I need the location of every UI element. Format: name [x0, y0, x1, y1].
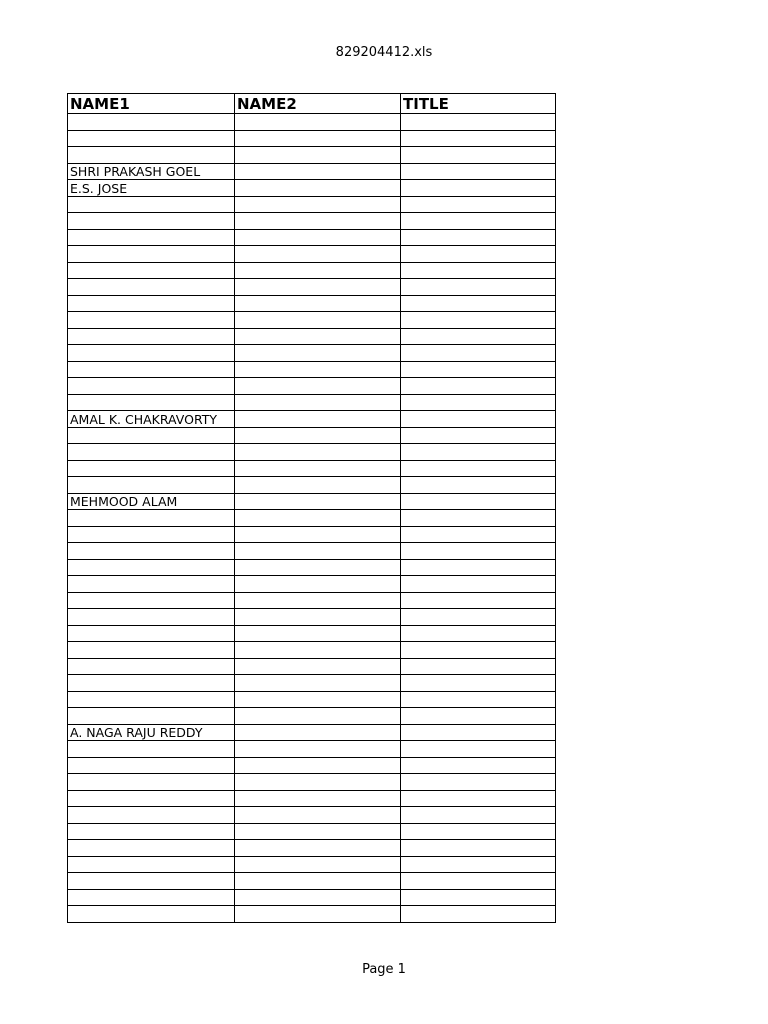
cell-name1 — [68, 246, 235, 263]
cell-title — [401, 708, 556, 725]
cell-name1 — [68, 774, 235, 791]
cell-name1 — [68, 592, 235, 609]
cell-name1 — [68, 658, 235, 675]
table-row — [68, 246, 556, 263]
table-row — [68, 889, 556, 906]
cell-title — [401, 609, 556, 626]
header-row — [68, 94, 556, 114]
cell-name1 — [68, 444, 235, 461]
cell-name1: E.S. JOSE — [68, 180, 235, 197]
table-row — [68, 427, 556, 444]
cell-name1 — [68, 906, 235, 923]
cell-name1 — [68, 279, 235, 296]
cell-title — [401, 229, 556, 246]
table-row — [68, 642, 556, 659]
table-row — [68, 493, 556, 510]
cell-title — [401, 361, 556, 378]
cell-name2 — [235, 774, 401, 791]
cell-name1 — [68, 873, 235, 890]
cell-name2 — [235, 213, 401, 230]
table-row — [68, 625, 556, 642]
cell-name2 — [235, 823, 401, 840]
cell-name2 — [235, 807, 401, 824]
cell-name1: A. NAGA RAJU REDDY — [68, 724, 235, 741]
cell-name2 — [235, 312, 401, 329]
cell-name2 — [235, 576, 401, 593]
cell-title — [401, 741, 556, 758]
table-row — [68, 213, 556, 230]
cell-name2 — [235, 840, 401, 857]
cell-title — [401, 213, 556, 230]
table-row — [68, 147, 556, 164]
cell-name2 — [235, 625, 401, 642]
cell-name2 — [235, 642, 401, 659]
cell-name1 — [68, 691, 235, 708]
cell-name2 — [235, 444, 401, 461]
cell-name1 — [68, 477, 235, 494]
table-row — [68, 196, 556, 213]
cell-name2 — [235, 543, 401, 560]
cell-title — [401, 625, 556, 642]
cell-title — [401, 889, 556, 906]
table-row — [68, 163, 556, 180]
cell-name1 — [68, 741, 235, 758]
table-row — [68, 906, 556, 923]
cell-title — [401, 295, 556, 312]
table-row — [68, 823, 556, 840]
cell-name1 — [68, 625, 235, 642]
cell-name1 — [68, 328, 235, 345]
cell-name2 — [235, 906, 401, 923]
table-row — [68, 444, 556, 461]
cell-title — [401, 180, 556, 197]
table-row — [68, 378, 556, 395]
cell-title — [401, 790, 556, 807]
cell-title — [401, 774, 556, 791]
cell-name1 — [68, 427, 235, 444]
cell-name2 — [235, 114, 401, 131]
cell-name1 — [68, 147, 235, 164]
cell-title — [401, 493, 556, 510]
cell-name2 — [235, 180, 401, 197]
table-row — [68, 576, 556, 593]
cell-name1 — [68, 757, 235, 774]
table-row — [68, 130, 556, 147]
table-body — [68, 114, 556, 923]
cell-title — [401, 378, 556, 395]
table-row — [68, 510, 556, 527]
cell-name1 — [68, 295, 235, 312]
cell-name2 — [235, 328, 401, 345]
cell-title — [401, 724, 556, 741]
cell-name2 — [235, 675, 401, 692]
cell-name2 — [235, 279, 401, 296]
cell-name2 — [235, 592, 401, 609]
table-row — [68, 312, 556, 329]
cell-name1 — [68, 130, 235, 147]
cell-name2 — [235, 757, 401, 774]
cell-title — [401, 757, 556, 774]
table-row — [68, 477, 556, 494]
cell-name2 — [235, 147, 401, 164]
cell-name2 — [235, 163, 401, 180]
table-row — [68, 229, 556, 246]
column-header-title: TITLE — [401, 94, 556, 114]
cell-title — [401, 196, 556, 213]
cell-name2 — [235, 394, 401, 411]
cell-name1 — [68, 196, 235, 213]
table-row — [68, 411, 556, 428]
table-row — [68, 658, 556, 675]
cell-title — [401, 840, 556, 857]
cell-title — [401, 279, 556, 296]
cell-name2 — [235, 130, 401, 147]
cell-name2 — [235, 856, 401, 873]
cell-title — [401, 246, 556, 263]
cell-name1 — [68, 460, 235, 477]
table-row — [68, 708, 556, 725]
cell-name1 — [68, 543, 235, 560]
page-footer-label: Page 1 — [362, 962, 406, 977]
cell-name1 — [68, 790, 235, 807]
cell-name2 — [235, 790, 401, 807]
table-row — [68, 757, 556, 774]
cell-name1 — [68, 510, 235, 527]
table-row — [68, 856, 556, 873]
cell-title — [401, 675, 556, 692]
cell-name1 — [68, 361, 235, 378]
cell-name1 — [68, 229, 235, 246]
cell-name1 — [68, 675, 235, 692]
table-row — [68, 279, 556, 296]
table-row — [68, 262, 556, 279]
cell-title — [401, 114, 556, 131]
cell-title — [401, 543, 556, 560]
cell-title — [401, 130, 556, 147]
table-row — [68, 724, 556, 741]
cell-title — [401, 906, 556, 923]
cell-name2 — [235, 724, 401, 741]
cell-title — [401, 559, 556, 576]
table-row — [68, 807, 556, 824]
cell-title — [401, 328, 556, 345]
cell-title — [401, 427, 556, 444]
table-row — [68, 559, 556, 576]
cell-name2 — [235, 526, 401, 543]
cell-name1: AMAL K. CHAKRAVORTY — [68, 411, 235, 428]
cell-title — [401, 460, 556, 477]
cell-name1: MEHMOOD ALAM — [68, 493, 235, 510]
cell-name1 — [68, 889, 235, 906]
table-row — [68, 394, 556, 411]
table-row — [68, 180, 556, 197]
table-row — [68, 592, 556, 609]
cell-title — [401, 873, 556, 890]
cell-name2 — [235, 691, 401, 708]
cell-name1 — [68, 345, 235, 362]
table-row — [68, 774, 556, 791]
cell-title — [401, 526, 556, 543]
spreadsheet-table — [67, 93, 556, 923]
table-row — [68, 114, 556, 131]
page-header-filename: 829204412.xls — [335, 45, 433, 60]
cell-title — [401, 856, 556, 873]
cell-name2 — [235, 510, 401, 527]
table-row — [68, 873, 556, 890]
cell-name2 — [235, 295, 401, 312]
table-row — [68, 328, 556, 345]
cell-name2 — [235, 427, 401, 444]
cell-name2 — [235, 873, 401, 890]
cell-name2 — [235, 741, 401, 758]
cell-name2 — [235, 889, 401, 906]
cell-name1: SHRI PRAKASH GOEL — [68, 163, 235, 180]
cell-title — [401, 411, 556, 428]
table-row — [68, 543, 556, 560]
column-header-name1: NAME1 — [68, 94, 235, 114]
cell-name1 — [68, 213, 235, 230]
cell-name2 — [235, 477, 401, 494]
cell-title — [401, 510, 556, 527]
cell-title — [401, 477, 556, 494]
cell-name1 — [68, 526, 235, 543]
table-row — [68, 345, 556, 362]
table-row — [68, 361, 556, 378]
cell-name1 — [68, 708, 235, 725]
cell-name2 — [235, 411, 401, 428]
cell-name1 — [68, 856, 235, 873]
cell-name2 — [235, 246, 401, 263]
cell-title — [401, 312, 556, 329]
table-row — [68, 526, 556, 543]
cell-name1 — [68, 114, 235, 131]
table-row — [68, 790, 556, 807]
table-row — [68, 295, 556, 312]
cell-name2 — [235, 559, 401, 576]
cell-title — [401, 691, 556, 708]
cell-name1 — [68, 807, 235, 824]
cell-name2 — [235, 345, 401, 362]
cell-title — [401, 576, 556, 593]
table-row — [68, 691, 556, 708]
cell-name2 — [235, 609, 401, 626]
cell-title — [401, 592, 556, 609]
cell-name2 — [235, 378, 401, 395]
cell-name2 — [235, 196, 401, 213]
cell-name1 — [68, 840, 235, 857]
column-header-name2: NAME2 — [235, 94, 401, 114]
cell-name2 — [235, 708, 401, 725]
cell-name2 — [235, 262, 401, 279]
table-row — [68, 609, 556, 626]
table-row — [68, 741, 556, 758]
cell-title — [401, 444, 556, 461]
cell-title — [401, 147, 556, 164]
cell-title — [401, 262, 556, 279]
table-row — [68, 840, 556, 857]
cell-name1 — [68, 262, 235, 279]
cell-name2 — [235, 229, 401, 246]
cell-name1 — [68, 312, 235, 329]
cell-name2 — [235, 493, 401, 510]
cell-name2 — [235, 658, 401, 675]
cell-name1 — [68, 559, 235, 576]
cell-title — [401, 163, 556, 180]
cell-title — [401, 658, 556, 675]
table-row — [68, 460, 556, 477]
cell-name1 — [68, 576, 235, 593]
cell-name2 — [235, 361, 401, 378]
cell-name1 — [68, 823, 235, 840]
cell-name2 — [235, 460, 401, 477]
cell-title — [401, 345, 556, 362]
cell-title — [401, 807, 556, 824]
cell-name1 — [68, 394, 235, 411]
cell-name1 — [68, 378, 235, 395]
cell-title — [401, 823, 556, 840]
cell-title — [401, 642, 556, 659]
cell-name1 — [68, 609, 235, 626]
cell-name1 — [68, 642, 235, 659]
cell-title — [401, 394, 556, 411]
table-row — [68, 675, 556, 692]
